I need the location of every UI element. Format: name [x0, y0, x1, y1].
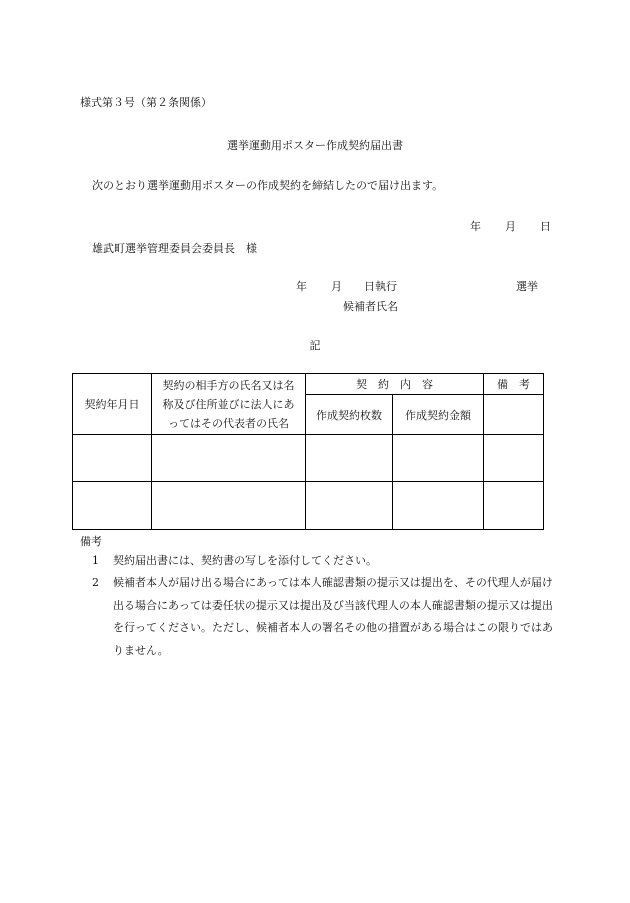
exec-month-label: 月: [331, 280, 342, 293]
note-text: 契約届出書には、契約書の写しを添付してください。: [113, 554, 377, 567]
contract-table: [72, 373, 544, 530]
exec-day-label: 日執行: [364, 280, 397, 293]
header-contract-date: 契約年月日: [73, 374, 152, 435]
cell-amount[interactable]: [393, 482, 484, 530]
cell-remarks[interactable]: [484, 435, 544, 482]
submission-date: [470, 218, 551, 234]
cell-party[interactable]: [152, 482, 306, 530]
note-item: [92, 550, 562, 573]
header-poster-count: 作成契約枚数: [306, 395, 393, 435]
cell-party[interactable]: [152, 435, 306, 482]
date-month-label: 月: [505, 220, 516, 233]
intro-text: 次のとおり選挙運動用ポスターの作成契約を締結したので届け出ます。: [92, 179, 444, 192]
election-label: 選挙: [516, 280, 538, 293]
execution-date: [296, 278, 397, 294]
cell-count[interactable]: [306, 435, 393, 482]
ki-heading: 記: [309, 339, 321, 352]
header-remarks-blank: [484, 395, 544, 435]
note-number: 1: [92, 554, 99, 567]
form-number: 様式第３号（第２条関係）: [80, 96, 212, 109]
header-contract-amount: 作成契約金額: [393, 395, 484, 435]
table-row: [73, 482, 544, 530]
date-day-label: 日: [540, 220, 551, 233]
cell-date[interactable]: [73, 482, 152, 530]
header-remarks: 備 考: [484, 374, 544, 395]
note-item: [92, 572, 562, 662]
note-text: 候補者本人が届け出る場合にあっては本人確認書類の提示又は提出を、その代理人が届け出る場合にあっては委任状の提示又は提出及び当該代理人の本人確認書類の提示又は提出を行ってください。ただし、候補者本人の署名その他の措置がある場合はこの限りではありません。: [113, 576, 553, 657]
candidate-name-label: 候補者氏名: [343, 300, 398, 313]
addressee: 雄武町選挙管理委員会委員長 様: [92, 242, 257, 255]
date-year-label: 年: [470, 220, 481, 233]
cell-count[interactable]: [306, 482, 393, 530]
header-party-line-1: 契約の相手方の氏名又は名: [162, 378, 295, 392]
header-party-line-3: ってはその代表者の氏名: [168, 416, 289, 430]
exec-year-label: 年: [296, 280, 307, 293]
cell-date[interactable]: [73, 435, 152, 482]
header-party-line-2: 称及び住所並びに法人にあ: [162, 397, 295, 411]
notes-heading: 備考: [80, 535, 102, 548]
table-row: [73, 435, 544, 482]
cell-amount[interactable]: [393, 435, 484, 482]
header-contract-party: [152, 374, 306, 435]
cell-remarks[interactable]: [484, 482, 544, 530]
document-title: 選挙運動用ポスター作成契約届出書: [227, 139, 403, 152]
header-contract-content: 契 約 内 容: [306, 374, 484, 395]
note-number: 2: [92, 576, 99, 589]
